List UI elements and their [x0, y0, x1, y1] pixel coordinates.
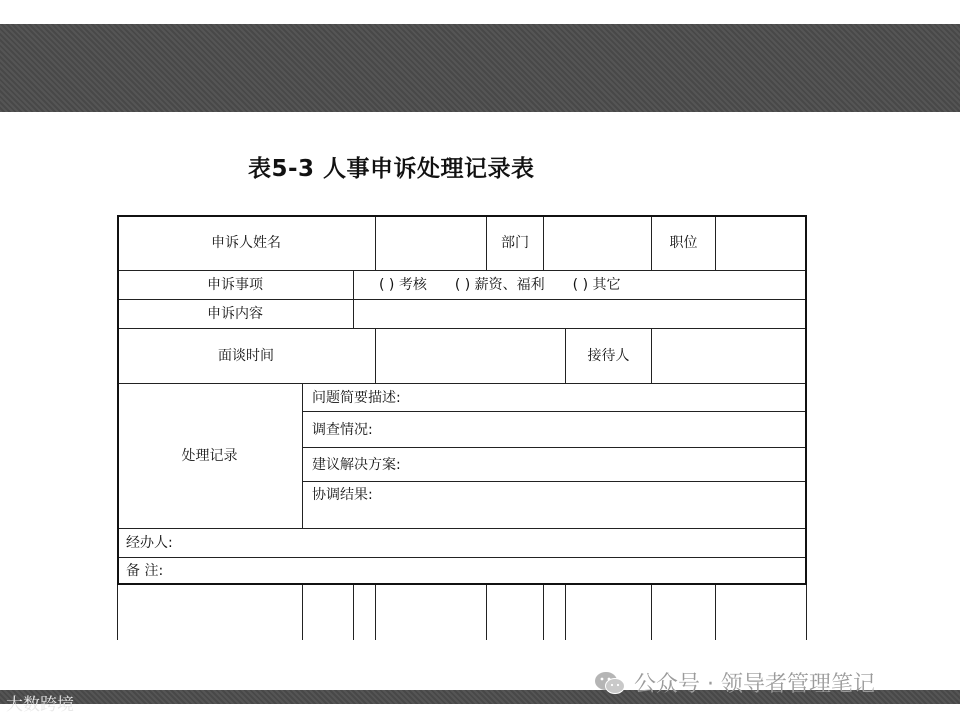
label-interview-time: 面谈时间: [117, 329, 376, 384]
empty-cell: [303, 585, 354, 640]
empty-cell: [376, 585, 487, 640]
label-applicant-name: 申诉人姓名: [117, 215, 376, 271]
label-receiver: 接待人: [566, 329, 652, 384]
empty-cell: [117, 585, 303, 640]
watermark-text: 公众号 · 领导者管理笔记: [634, 672, 875, 697]
field-coordination-result[interactable]: 协调结果:: [303, 482, 807, 529]
field-applicant-name[interactable]: [376, 215, 487, 271]
field-remarks[interactable]: 备 注:: [117, 558, 807, 585]
wechat-icon: [594, 670, 626, 696]
field-appeal-content[interactable]: [354, 300, 807, 329]
option-salary-benefits[interactable]: ( ) 薪资、福利: [454, 277, 545, 293]
watermark-wechat: [594, 667, 875, 698]
field-position[interactable]: [716, 215, 807, 271]
label-department: 部门: [487, 215, 544, 271]
empty-cell: [544, 585, 566, 640]
page-title: 表5-3 人事申诉处理记录表: [248, 156, 535, 182]
top-header-band: [0, 24, 960, 112]
field-proposed-solution[interactable]: 建议解决方案:: [303, 448, 807, 482]
empty-cell: [566, 585, 652, 640]
option-other[interactable]: ( ) 其它: [572, 277, 621, 293]
field-interview-time[interactable]: [376, 329, 566, 384]
label-appeal-content: 申诉内容: [117, 300, 354, 329]
empty-cell: [652, 585, 716, 640]
field-department[interactable]: [544, 215, 652, 271]
appeal-matter-options: [354, 271, 807, 300]
watermark-left-text: 大数跨境: [6, 695, 74, 715]
label-appeal-matter: 申诉事项: [117, 271, 354, 300]
option-assessment[interactable]: ( ) 考核: [379, 277, 427, 293]
field-handler[interactable]: 经办人:: [117, 529, 807, 558]
field-problem-description[interactable]: 问题简要描述:: [303, 384, 807, 412]
label-processing-record: 处理记录: [117, 384, 303, 529]
empty-cell: [354, 585, 376, 640]
empty-cell: [716, 585, 807, 640]
field-receiver[interactable]: [652, 329, 807, 384]
empty-cell: [487, 585, 544, 640]
field-investigation[interactable]: 调查情况:: [303, 412, 807, 448]
label-position: 职位: [652, 215, 716, 271]
watermark-left: [6, 690, 74, 715]
